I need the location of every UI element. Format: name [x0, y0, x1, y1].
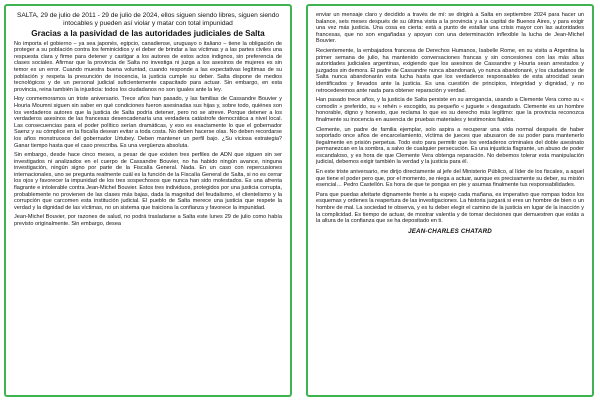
paragraph: Jean-Michel Bouvier, por razones de salud, no podrá trasladarse a Salta este lunes 29 de julio como había previsto originalmente. Sin embargo, desea [14, 214, 282, 228]
paragraph: En este triste aniversario, me dirijo directamente al jefe del Ministerio Público, al líder de los fiscales, a aquel que tiene el poder pero que, por el momento, se niega a actuar, aunque es precisamente su deber, su misión esencial… Pedro Castellón. Es hora de que te pongas en pie y asumas finalmente tus responsabilidades. [316, 169, 584, 189]
right-page [306, 4, 594, 397]
left-page [4, 4, 292, 397]
paragraph: Para que puedas afeitarte dignamente frente a tu espejo cada mañana, es imperativo que rompas todos los esquemas y ordenes la reapertura de las investigaciones. La historia juzgará si eres un hombre de bien o un hombre de mal. La sociedad te observa, y es tu deber elegir el camino de la justicia en lugar de la inacción y la complicidad. Es tiempo de actuar, de mostrar valentía y de tomar decisiones que demuestren que estás a la altura de la confianza que se ha depositado en ti. [316, 191, 584, 225]
paragraph: Recientemente, la embajadora francesa de Derechos Humanos, Isabelle Rome, en su visita a Argentina la primer semana de julio, ha mantenido conversaciones francas y sin concesiones con las más altas autoridades judiciales argentinas, exigiendo que los asesinos de Cassandre y Houria sean arrestados y juzgados sin demora. El padre de Cassandre nunca abandonará, yo nunca abandonaré, y los ciudadanos de Salta nunca abandonarán esta lucha hasta que los verdaderos responsables de esta atrocidad sean identificados y llevados ante la justicia. Es una cuestión de principios, integridad y dignidad, y no retrocederemos ante nada para obtener reparación y verdad. [316, 47, 584, 94]
headline: Gracias a la pasividad de las autoridades judiciales de Salta [31, 28, 265, 38]
paragraph: Han pasado trece años, y la justicia de Salta persiste en su arrogancia, usando a Clemente Vera como su « comodín » preferido, su « rehén » escogido, su pequeño « juguete » desgastado. Clemente es un hombre honorable, digno y honesto, que reclama lo que es su derecho más legítimo: que la provincia reconozca finalmente su inocencia en ausencia de pruebas materiales y testimonios fiables. [316, 97, 584, 123]
author-signature: JEAN-CHARLES CHATARD [408, 227, 492, 235]
paragraph: No importa el gobierno – ya sea japonés, egipcio, canadiense, uruguayo o italiano – tiene la obligación de proteger a su población contra los feminicidios y el deber de brindar a las víctimas y a las partes civiles una respuesta clara y firme para detener y castigar a los autores de estos actos indignos, sin preferencia de clases sociales. Afirmar que la provincia de Salta no investiga ni juzga a los asesinos de mujeres es sin temor es un error. Cuando muestra buena voluntad, cuando responde a las expectativas legítimas de su población y respeta la presunción de inocencia, la justicia cumple su deber. Salta dispone de medios tecnológicos y de un personal judicial suficientemente capacitado para actuar. Sin embargo, en esta provincia, reina también la injusticia: todos los ciudadanos no son iguales ante la ley. [14, 40, 282, 93]
paragraph: Clemente, un padre de familia ejemplar, solo aspira a recuperar una vida normal después de haber soportado once años de encarcelamiento, víctima de jueces que abusaron de su poder para mantenerlo ilegalmente en prisión perpetua. Todo esto para permitir que los verdaderos criminales del doble asesinato permanezcan en la sombra, a salvo de cualquier persecución. Es una injusticia flagrante, un abuso de poder escandaloso, y es hora de que Clemente Vera obtenga reparación. No debemos tolerar esta manipulación judicial, debemos exigir también la verdad y la justicia para él. [316, 126, 584, 166]
paragraph: Sin embargo, desde hace cinco meses, a pesar de que existen tres perfiles de ADN que siguen sin ser investigados ni analizados en el cuerpo de Cassandre Bouvier, no ha habido ningún avance, ninguna investigación, ningún signo por parte de la Fiscalía General. Nada. En un caso con repercusiones internacionales, uno se pregunta realmente cuál es la función de la Fiscalía General de Salta, si no es cerrar los ojos y favorecer la impunidad de los tres sospechosos que nunca han sido molestados. Es una afrenta flagrante e intolerable contra Jean-Michel Bouvier. Estos tres individuos, protegidos por una justicia corrupta, probablemente no provienen de las clases más bajas, dada la magnitud del feudalismo, el clientelismo y la corrupción que carcomen esta institución judicial. El pueblo de Salta merece una justicia que respete la verdad y la dignidad de las víctimas, no un sistema que traiciona la confianza y favorece la impunidad. [14, 152, 282, 211]
paragraph: enviar un mensaje claro y decidido a través de mí: se dirigirá a Salta en septiembre 2024 para hacer un balance, seis meses después de su última visita a la provincia y a la capital de Buenos Aires, y para exigir una vez más justicia. Una cosa es cierta: está a punto de estallar una crisis mayor con las autoridades francesas, que no son engañadas y apoyan con una determinación inflexible la lucha de Jean-Michel Bouvier. [316, 12, 584, 45]
document-title: SALTA, 29 de julio de 2011 - 29 de julio de 2024, ellos siguen siendo libres, siguen siendo intocables y pueden así violar y matar con total impunidad [16, 12, 280, 27]
paragraph: Hoy conmemoramos un triste aniversario. Trece años han pasado, y las familias de Cassandre Bouvier y Houria Moumni siguen sin saber en qué condiciones fueron asesinadas sus hijas y, sobre todo, quiénes son los verdaderos autores que la justicia de Salta podría detener, pero no se atreve. Porque detener a los verdaderos asesinos de las francesas desencadenaría una verdadera catástrofe democrática a nivel local. Las consecuencias para el poder político serían dramáticas, y eso es exactamente lo que el gobernador Saenz y su cómplice en la fiscalía desean evitar a toda costa. No deben hacerse olas. No deben recordarse los años monstruosos del gobernador Urtubey. Deben mantener un perfil bajo. ¿Su viciosa estrategia? Ganar tiempo hasta que el caso prescriba. Es una vergüenza absoluta. [14, 96, 282, 149]
